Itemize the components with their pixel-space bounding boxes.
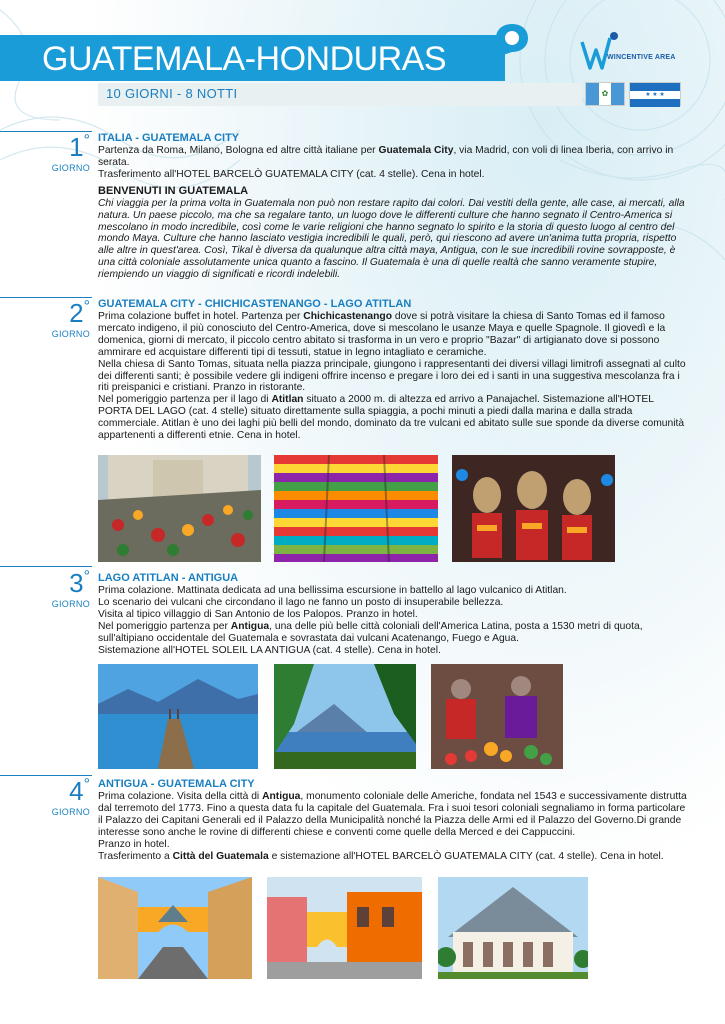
day-heading: ITALIA - GUATEMALA CITY [98,132,240,144]
paragraph: Visita al tipico villaggio di San Antonio de los Palopos. Pranzo in hotel. [98,608,418,620]
market-women-photo [431,664,563,769]
lake-volcano-view-photo [274,664,416,769]
day-number: 1 [69,132,84,162]
paragraph: Prima colazione. Mattinata dedicata ad una bellissima escursione in battello al lago vulcanico di Atitlan. [98,585,567,596]
paragraph: Trasferimento a Città del Guatemala e sistemazione all'HOTEL BARCELÒ GUATEMALA CITY (cat. 4 stelle). Cena in hotel. [98,850,664,862]
day-section [98,778,688,862]
paragraph: Pranzo in hotel. [98,838,170,850]
paragraph: Nel pomeriggio partenza per il lago di Atitlan situato a 2000 m. di altezza ed arrivo a Panajachel. Sistemazione all'HOTEL PORTA DEL LAGO (cat. 4 stelle) situato direttamente sulla spiaggia, a pochi minuti a piedi dalla marina e dalla strada commerciale. Atitlan è uno dei laghi più belli del mondo, dominato da tre vulcani ed abitato sulle sue sponde da diverse comunità appartenenti a differenti etnie. Cena in hotel. [98,394,685,442]
day-number: 4 [69,776,84,806]
page-title: GUATEMALA-HONDURAS [42,40,447,78]
day-marker: 3° GIORNO [38,570,90,609]
day-divider [0,566,92,567]
paragraph: Nel pomeriggio partenza per Antigua, una delle più belle città coloniali dell'America Latina, posta a 1530 metri di quota, sull'altipiano occidentale del Guatemala e sovrastata dai vulcani Acatenango, Fuego e Agua. [98,620,643,644]
wincentive-logo-icon [578,28,688,72]
speech-bubble-icon [492,20,532,60]
antigua-street-arch-photo [98,877,252,979]
subtitle-bar [98,83,582,106]
paragraph: Prima colazione. Visita della città di Antigua, monumento coloniale delle Americhe, fondata nel 1543 e successivamente distrutta dal terremoto del 1773. Fino a questa data fu la capitale del Guatemala. Fra i suoi tesori coloniali segnaliamo in forma particolare il Palazzo dei Capitani Generali ed il Palazzo della Municipalità nonché la Piazza delle Armi ed il Palazzo del Governo.Di grande interesse sono anche le rovine di differenti chiese e conventi come quelle della Merced e dei Cappuccini. [98,791,687,838]
day-marker: 2° GIORNO [38,300,90,339]
guatemala-flag-icon: ✿ [585,82,625,106]
day-number: 2 [69,298,84,328]
antigua-palace-volcano-photo [438,877,588,979]
day-marker: 4° GIORNO [38,778,90,817]
lake-atitlan-pier-photo [98,664,258,769]
colorful-textiles-photo [274,455,438,562]
trip-duration: 10 GIORNI - 8 NOTTI [106,86,238,101]
paragraph: Lo scenario dei vulcani che circondano il lago ne fanno un posto di insuperabile bellezza. [98,596,504,608]
chichicastenango-market-photo [98,455,261,562]
day-marker: 1° GIORNO [38,134,90,173]
paragraph: Sistemazione all'HOTEL SOLEIL LA ANTIGUA (cat. 4 stelle). Cena in hotel. [98,644,441,656]
day-section [98,132,688,281]
day-section [98,572,688,656]
paragraph: Prima colazione buffet in hotel. Partenza per Chichicastenango dove si potrà visitare la chiesa di Santo Tomas ed il famoso mercato indigeno, il più conosciuto del Centro-America, dove si mescolano le usanze Maya e quelle Spagnole. Il giovedì e la domenica, giorni di mercato, il piccolo centro abitato si trasforma in un vero e proprio "Bazar" di artigianato dove si possono ammirare ed acquistare differenti tipi di tessuti, statue in legno intagliato e ceramiche. [98,311,666,358]
day-heading: LAGO ATITLAN - ANTIGUA [98,572,239,584]
day-heading: ANTIGUA - GUATEMALA CITY [98,778,255,790]
day-number: 3 [69,568,84,598]
masks-figures-photo [452,455,615,562]
day-section [98,298,688,442]
paragraph: Partenza da Roma, Milano, Bologna ed altre città italiane per Guatemala City, via Madrid, con voli di linea Iberia, con arrivo in serata. [98,145,674,168]
antigua-yellow-arch-photo [267,877,422,979]
honduras-flag-icon: ★ ★ ★ [629,82,681,106]
day-label: GIORNO [51,163,90,173]
paragraph: Nella chiesa di Santo Tomas, situata nella piazza principale, giungono i rappresentanti dei diversi villagi limitrofi assegnati al culto dei differenti santi; è possibile vedere gli indigeni offrire incenso e pregare i loro dei ed i santi in una suggestiva mescolanza fra i riti preispanici e cristiani. Pranzo in ristorante. [98,358,686,394]
day-label: GIORNO [51,599,90,609]
intro-italic: Chi viaggia per la prima volta in Guatemala non può non restare rapito dai colori. Dai vestiti della gente, alle case, ai mercati, alla natura. Un paese piccolo, ma che sa regalare tanto, un luogo dove le differenti culture che hanno segnato il Centro-America si mescolano in modo incredibile, così come le varie religioni che hanno segnato lo spirito e la storia di questo luogo al centro del mondo Maya. Culture che hanno lasciato vestigia incredibili le quali, però, qui riescono ad avere un'anima tutta propria, rispetto alle altre in quest'area. Così, Tikal è diversa da qualunque altra città maya, Antigua, con le sue incredibili rovine sovrapposte, è una città coloniale assolutamente unica quanto a fascino. Il Guatemala è una di quelle realtà che sanno veramente stupire, riempiendo un viaggio di significati e ricordi indelebili. [98,197,685,281]
paragraph: Trasferimento all'HOTEL BARCELÒ GUATEMALA CITY (cat. 4 stelle). Cena in hotel. [98,168,485,180]
subheading: BENVENUTI IN GUATEMALA [98,184,249,197]
day-label: GIORNO [51,807,90,817]
day-label: GIORNO [51,329,90,339]
day-heading: GUATEMALA CITY - CHICHICASTENANGO - LAGO ATITLAN [98,298,412,310]
logo-text: WINCENTIVE AREA [607,54,676,61]
title-bar [0,35,505,81]
